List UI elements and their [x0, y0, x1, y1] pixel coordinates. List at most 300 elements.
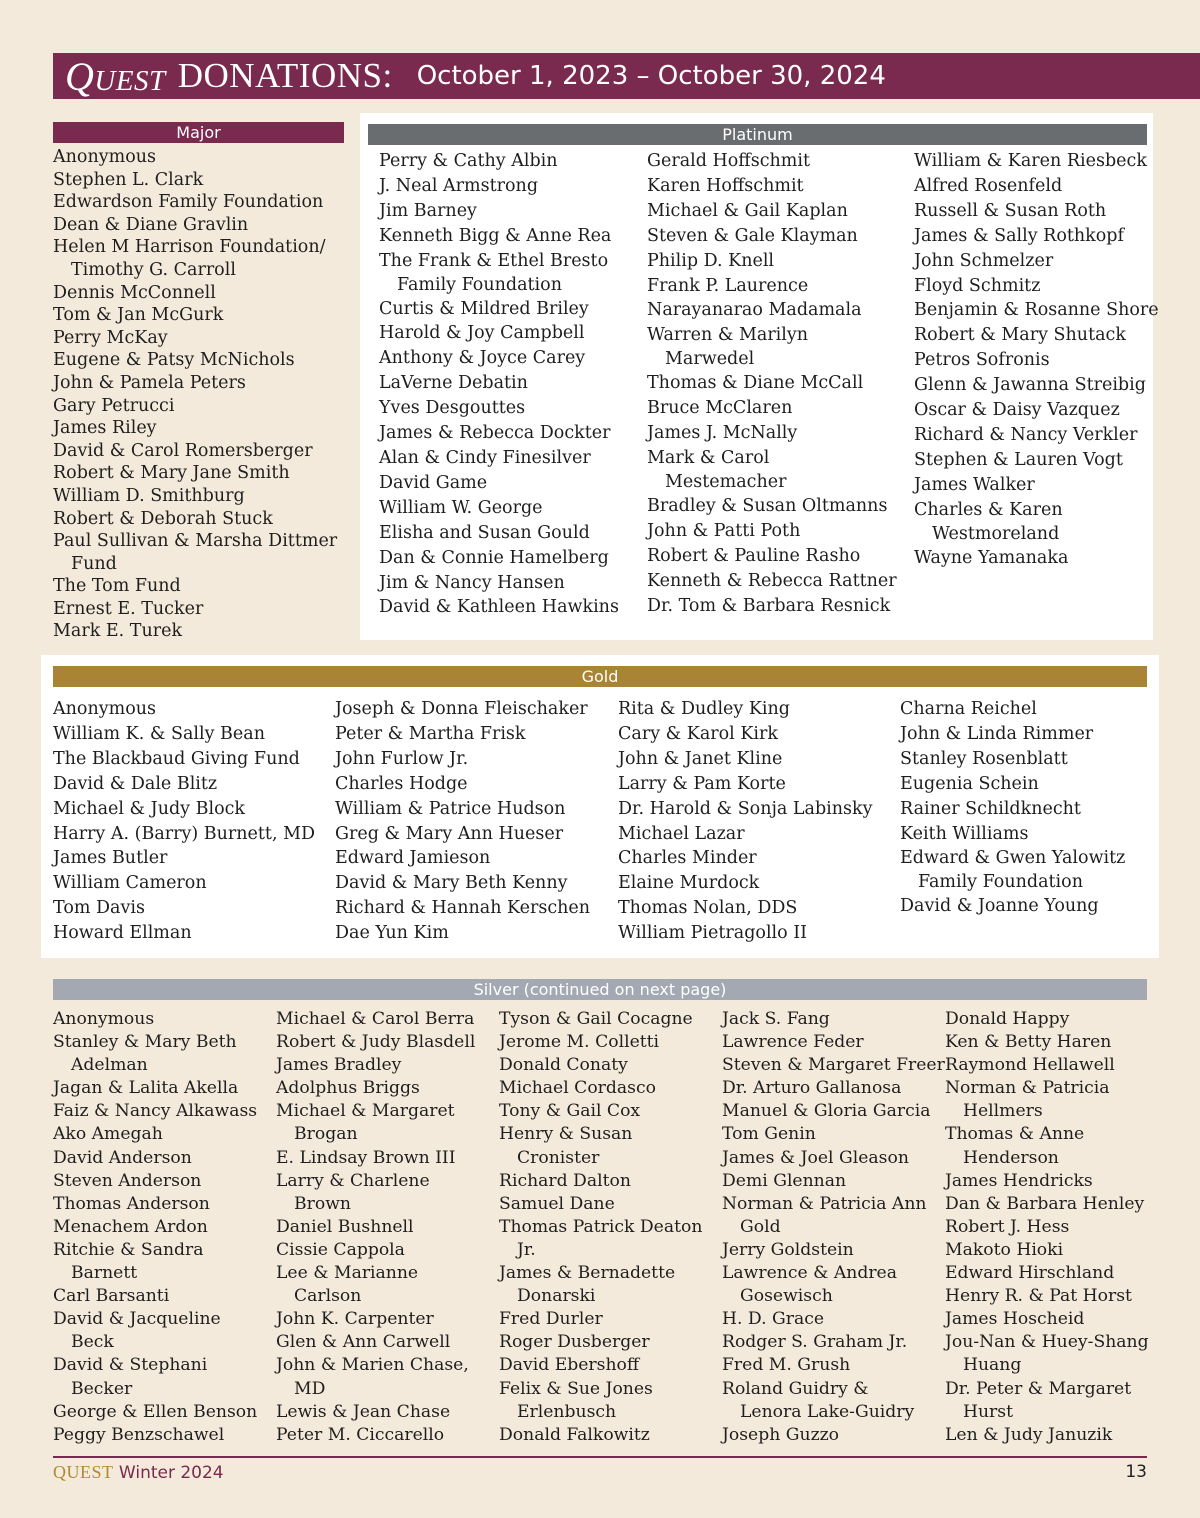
donor-entry — [53, 1239, 257, 1285]
donor-name: Richard Dalton — [499, 1170, 631, 1191]
donor-name: Michael & Judy Block — [53, 798, 246, 819]
donor-name: Curtis & Mildred Briley — [379, 298, 589, 319]
donor-entry — [379, 446, 619, 471]
donor-name: Norman & Patricia Ann — [722, 1193, 927, 1214]
donor-entry — [53, 921, 315, 946]
donor-name: Henry & Susan — [499, 1124, 633, 1145]
donor-entry — [647, 224, 897, 249]
donor-name: Stanley Rosenblatt — [900, 748, 1068, 769]
donor-name: David & Mary Beth Kenny — [335, 873, 568, 894]
donor-entry — [647, 396, 897, 421]
donor-name-continued: Carlson — [294, 1286, 362, 1307]
donor-entry — [900, 747, 1125, 772]
donor-name: James Riley — [53, 418, 157, 439]
donor-entry — [53, 797, 315, 822]
donor-entry — [276, 1262, 475, 1308]
donor-name: Dr. Peter & Margaret — [945, 1378, 1132, 1399]
donor-name: Carl Barsanti — [53, 1286, 170, 1307]
gold-list-col-3 — [618, 697, 873, 946]
donor-name: Thomas Patrick Deaton — [499, 1216, 703, 1237]
donor-entry — [53, 1354, 257, 1400]
donor-name: Raymond Hellawell — [945, 1055, 1115, 1076]
donor-name: Jagan & Lalita Akella — [53, 1078, 239, 1099]
silver-list-col-2 — [276, 1008, 475, 1447]
donor-name: Kenneth & Rebecca Rattner — [647, 570, 897, 591]
donor-name: Manuel & Gloria Garcia — [722, 1101, 931, 1122]
silver-list-col-3 — [499, 1008, 702, 1447]
donor-entry — [335, 846, 590, 871]
donor-entry — [647, 421, 897, 446]
donor-entry — [276, 1401, 475, 1424]
donor-name: Tom & Jan McGurk — [53, 305, 224, 326]
donor-entry — [900, 797, 1125, 822]
donor-name-continued: Jr. — [517, 1239, 536, 1260]
donor-name: Menachem Ardon — [53, 1216, 208, 1237]
platinum-list-col-1 — [379, 149, 619, 620]
donor-name-continued: Mestemacher — [665, 471, 787, 492]
donor-name: William D. Smithburg — [53, 485, 245, 506]
donor-name-continued: Barnett — [71, 1263, 138, 1284]
donor-name: J. Neal Armstrong — [379, 175, 539, 196]
donor-entry — [53, 282, 337, 305]
donor-entry — [914, 298, 1159, 323]
donor-name: James & Bernadette — [499, 1263, 676, 1284]
donor-name: David Ebershoff — [499, 1355, 640, 1376]
donor-entry — [647, 594, 897, 619]
donor-entry — [914, 249, 1159, 274]
donor-entry — [722, 1424, 945, 1447]
gold-list-col-2 — [335, 697, 590, 946]
donor-name: Philip D. Knell — [647, 250, 775, 271]
donor-name: Ernest E. Tucker — [53, 598, 204, 619]
donor-entry — [379, 471, 619, 496]
donor-name: Charles Hodge — [335, 773, 468, 794]
donor-name-continued: Gold — [740, 1216, 781, 1237]
donor-name-continued: Marwedel — [665, 349, 755, 370]
donor-entry — [53, 1123, 257, 1146]
donor-entry — [900, 822, 1125, 847]
platinum-header: Platinum — [368, 124, 1147, 145]
donor-name: Glen & Ann Carwell — [276, 1332, 451, 1353]
donor-name: Edward & Gwen Yalowitz — [900, 848, 1126, 869]
donor-entry — [53, 417, 337, 440]
donor-entry — [647, 174, 897, 199]
donor-name: Roland Guidry & — [722, 1378, 869, 1399]
gold-list-col-1 — [53, 697, 315, 946]
donor-name: The Blackbaud Giving Fund — [53, 748, 300, 769]
donor-entry — [499, 1123, 702, 1169]
donor-entry — [276, 1147, 475, 1170]
donor-name: Jou-Nan & Huey-Shang — [945, 1332, 1149, 1353]
donor-entry — [945, 1216, 1149, 1239]
donor-name: Ritchie & Sandra — [53, 1239, 204, 1260]
donor-name-continued: Family Foundation — [397, 274, 562, 295]
donor-name: Robert & Pauline Rasho — [647, 545, 861, 566]
donor-name: Frank P. Laurence — [647, 275, 809, 296]
donor-name: David & Carol Romersberger — [53, 440, 313, 461]
donor-name: Yves Desgouttes — [379, 398, 526, 419]
donor-entry — [618, 747, 873, 772]
donor-entry — [647, 519, 897, 544]
donor-name: Daniel Bushnell — [276, 1216, 414, 1237]
donor-name: Rita & Dudley King — [618, 699, 790, 719]
donor-entry — [53, 462, 337, 485]
donor-name: Robert J. Hess — [945, 1216, 1070, 1237]
donor-entry — [53, 1193, 257, 1216]
donor-name: Faiz & Nancy Alkawass — [53, 1101, 258, 1122]
donor-entry — [722, 1354, 945, 1377]
donor-name: Lewis & Jean Chase — [276, 1401, 451, 1422]
donor-name: Richard & Hannah Kerschen — [335, 898, 591, 919]
donor-entry — [53, 846, 315, 871]
donor-name: Russell & Susan Roth — [914, 200, 1107, 221]
donor-name: Edwardson Family Foundation — [53, 192, 324, 213]
donor-entry — [914, 149, 1159, 174]
donor-name: Steven & Gale Klayman — [647, 225, 858, 246]
donor-name: Joseph Guzzo — [722, 1424, 840, 1445]
donor-entry — [914, 373, 1159, 398]
donor-entry — [914, 473, 1159, 498]
donor-entry — [53, 697, 315, 722]
donor-entry — [722, 1308, 945, 1331]
donor-entry — [53, 327, 337, 350]
donor-name-continued: Hurst — [963, 1401, 1014, 1422]
donor-name: Dennis McConnell — [53, 282, 216, 303]
donor-entry — [618, 722, 873, 747]
donor-name: The Tom Fund — [53, 576, 181, 597]
donor-name: Eugenia Schein — [900, 773, 1039, 794]
donor-name: Lawrence & Andrea — [722, 1263, 897, 1284]
major-header: Major — [53, 122, 344, 143]
donor-entry — [722, 1100, 945, 1123]
donor-entry — [914, 224, 1159, 249]
donor-name: Michael & Carol Berra — [276, 1009, 475, 1029]
donor-entry — [53, 620, 337, 643]
donor-name: Gerald Hoffschmit — [647, 151, 811, 171]
donor-entry — [945, 1054, 1149, 1077]
footer-quest: QUEST — [53, 1462, 114, 1482]
donor-name: Robert & Deborah Stuck — [53, 508, 273, 529]
donor-name: The Frank & Ethel Bresto — [379, 250, 609, 271]
donor-name: Anonymous — [53, 1009, 155, 1029]
donor-name: Lawrence Feder — [722, 1032, 864, 1053]
donor-entry — [499, 1193, 702, 1216]
donor-name: Roger Dusberger — [499, 1332, 650, 1353]
donor-name: Peter M. Ciccarello — [276, 1424, 445, 1445]
silver-header: Silver (continued on next page) — [53, 979, 1147, 1000]
donor-name: John Furlow Jr. — [335, 748, 469, 769]
donor-entry — [618, 871, 873, 896]
donor-entry — [379, 199, 619, 224]
donor-entry — [722, 1123, 945, 1146]
donor-name: Charna Reichel — [900, 699, 1037, 719]
donor-name: Jack S. Fang — [722, 1009, 830, 1029]
donor-entry — [722, 1170, 945, 1193]
donor-name-continued: Lenora Lake-Guidry — [740, 1401, 915, 1422]
donor-entry — [276, 1331, 475, 1354]
donor-name-continued: Beck — [71, 1332, 114, 1353]
donor-name: James & Sally Rothkopf — [914, 225, 1124, 246]
donor-name-continued: Henderson — [963, 1147, 1059, 1168]
donor-entry — [945, 1285, 1149, 1308]
donor-entry — [647, 199, 897, 224]
donor-entry — [276, 1170, 475, 1216]
donor-name: Anonymous — [53, 699, 156, 719]
donor-name: Norman & Patricia — [945, 1078, 1110, 1099]
donor-entry — [647, 544, 897, 569]
donor-name: Bruce McClaren — [647, 398, 793, 419]
donor-name: John Schmelzer — [914, 250, 1054, 271]
donor-name-continued: Brown — [294, 1193, 351, 1214]
donor-entry — [276, 1054, 475, 1077]
donor-name: Elisha and Susan Gould — [379, 522, 590, 543]
donor-name: Rainer Schildknecht — [900, 798, 1081, 819]
donor-name: Peggy Benzschawel — [53, 1424, 225, 1445]
donor-name: David & Stephani — [53, 1355, 208, 1376]
donor-entry — [53, 349, 337, 372]
donor-name: John & Patti Poth — [647, 520, 801, 541]
donor-name: Ako Amegah — [53, 1124, 163, 1145]
donor-name: Makoto Hioki — [945, 1239, 1064, 1260]
donor-name: Michael Lazar — [618, 823, 745, 844]
donor-entry — [53, 1424, 257, 1447]
donor-name: John & Pamela Peters — [53, 372, 246, 393]
donor-name: Michael & Gail Kaplan — [647, 200, 848, 221]
donor-entry — [379, 546, 619, 571]
donor-name: William W. George — [379, 497, 543, 518]
donor-name: David & Dale Blitz — [53, 773, 218, 794]
donor-name: William Pietragollo II — [618, 923, 808, 944]
donor-name: Tom Davis — [53, 898, 145, 919]
donor-name: James Hoscheid — [945, 1309, 1085, 1330]
footer-issue — [53, 1462, 224, 1483]
donor-entry — [335, 697, 590, 722]
donor-entry — [499, 1100, 702, 1123]
donor-name: Donald Falkowitz — [499, 1424, 650, 1445]
donor-entry — [647, 371, 897, 396]
donor-entry — [276, 1216, 475, 1239]
donor-entry — [379, 149, 619, 174]
donor-name: Dean & Diane Gravlin — [53, 214, 249, 235]
donor-name: Kenneth Bigg & Anne Rea — [379, 225, 612, 246]
donor-name: Paul Sullivan & Marsha Dittmer — [53, 531, 338, 552]
donor-entry — [647, 274, 897, 299]
donor-name: Stephen & Lauren Vogt — [914, 449, 1123, 470]
donor-name: Tyson & Gail Cocagne — [499, 1009, 693, 1029]
donor-entry — [499, 1262, 702, 1308]
donor-entry — [335, 772, 590, 797]
donor-name: Michael Cordasco — [499, 1078, 656, 1099]
donor-entry — [618, 846, 873, 871]
donor-name: Dan & Connie Hamelberg — [379, 547, 609, 568]
silver-list-col-1 — [53, 1008, 257, 1447]
donor-entry — [618, 822, 873, 847]
donor-name: Thomas & Anne — [945, 1124, 1085, 1145]
donor-entry — [945, 1331, 1149, 1377]
donor-entry — [914, 423, 1159, 448]
donor-entry — [335, 822, 590, 847]
donor-entry — [379, 421, 619, 446]
donor-entry — [276, 1308, 475, 1331]
donor-name: Harold & Joy Campbell — [379, 323, 585, 344]
donor-entry — [276, 1239, 475, 1262]
donor-entry — [53, 1147, 257, 1170]
donor-entry — [647, 249, 897, 274]
donor-name: David & Joanne Young — [900, 896, 1099, 917]
donor-entry — [499, 1008, 702, 1031]
donor-entry — [53, 871, 315, 896]
donor-entry — [53, 598, 337, 621]
donor-entry — [914, 348, 1159, 373]
donor-name: Alfred Rosenfeld — [914, 175, 1063, 196]
donor-name-continued: Erlenbusch — [517, 1401, 617, 1422]
donor-entry — [945, 1123, 1149, 1169]
donor-entry — [335, 797, 590, 822]
donor-entry — [53, 722, 315, 747]
donor-entry — [914, 323, 1159, 348]
donor-entry — [379, 174, 619, 199]
page-number: 13 — [1125, 1462, 1147, 1482]
donor-name: Stephen L. Clark — [53, 169, 204, 190]
donor-name: John & Janet Kline — [618, 748, 783, 769]
donor-name: John K. Carpenter — [276, 1309, 434, 1330]
donor-name: Helen M Harrison Foundation/ — [53, 237, 326, 258]
donor-entry — [499, 1354, 702, 1377]
donor-entry — [945, 1424, 1149, 1447]
donor-entry — [499, 1077, 702, 1100]
donor-name: Peter & Martha Frisk — [335, 723, 526, 744]
donor-entry — [499, 1054, 702, 1077]
donor-name: Perry McKay — [53, 327, 168, 348]
donor-name: Keith Williams — [900, 823, 1029, 844]
donor-name: Donald Happy — [945, 1009, 1070, 1029]
donor-name: Mark & Carol — [647, 447, 770, 468]
donor-entry — [53, 822, 315, 847]
footer-issue-label: Winter 2024 — [118, 1463, 224, 1483]
donor-entry — [900, 697, 1125, 722]
donor-entry — [379, 595, 619, 620]
donor-name: Tom Genin — [722, 1124, 816, 1145]
donor-name: Lee & Marianne — [276, 1263, 419, 1284]
donor-entry — [276, 1354, 475, 1400]
donor-entry — [722, 1054, 945, 1077]
donor-entry — [379, 371, 619, 396]
donor-entry — [276, 1031, 475, 1054]
donor-name: Dr. Harold & Sonja Labinsky — [618, 798, 873, 819]
donor-entry — [647, 323, 897, 371]
donor-entry — [53, 1031, 257, 1077]
donor-entry — [53, 214, 337, 237]
donor-name: Floyd Schmitz — [914, 275, 1041, 296]
donor-entry — [53, 508, 337, 531]
donor-name: Steven Anderson — [53, 1170, 202, 1191]
donor-name: Joseph & Donna Fleischaker — [335, 699, 588, 719]
donor-entry — [379, 496, 619, 521]
donor-name: David Game — [379, 472, 488, 493]
donor-entry — [647, 494, 897, 519]
donor-entry — [53, 1308, 257, 1354]
donor-name: Alan & Cindy Finesilver — [379, 447, 591, 468]
donor-name: James J. McNally — [647, 423, 798, 444]
donor-entry — [276, 1100, 475, 1146]
donor-name-continued: Becker — [71, 1378, 133, 1399]
donor-name-continued: Brogan — [294, 1124, 358, 1145]
donor-name-continued: Donarski — [517, 1286, 596, 1307]
donor-name-continued: MD — [294, 1378, 326, 1399]
major-list — [53, 146, 337, 643]
donor-entry — [618, 797, 873, 822]
donor-entry — [945, 1170, 1149, 1193]
donor-name: Cissie Cappola — [276, 1239, 405, 1260]
donor-entry — [53, 1008, 257, 1031]
donor-entry — [53, 1170, 257, 1193]
donor-name: Robert & Mary Jane Smith — [53, 463, 290, 484]
title-dates: October 1, 2023 – October 30, 2024 — [416, 61, 886, 91]
donor-entry — [722, 1147, 945, 1170]
donor-name: Thomas Anderson — [53, 1193, 210, 1214]
donor-entry — [945, 1193, 1149, 1216]
gold-header: Gold — [53, 666, 1147, 687]
donor-name: Petros Sofronis — [914, 350, 1050, 371]
donor-name: H. D. Grace — [722, 1309, 824, 1330]
donor-name: Greg & Mary Ann Hueser — [335, 823, 564, 844]
donor-entry — [499, 1424, 702, 1447]
donor-name: Steven & Margaret Freer — [722, 1055, 945, 1076]
donor-name: William K. & Sally Bean — [53, 723, 265, 744]
donor-name: Demi Glennan — [722, 1170, 847, 1191]
donor-entry — [900, 772, 1125, 797]
donor-entry — [722, 1193, 945, 1239]
donor-entry — [618, 896, 873, 921]
donor-entry — [335, 722, 590, 747]
donor-name: George & Ellen Benson — [53, 1401, 258, 1422]
donor-name: David & Kathleen Hawkins — [379, 597, 619, 618]
donor-name-continued: Hellmers — [963, 1101, 1043, 1122]
donor-entry — [945, 1008, 1149, 1031]
donor-name: Dr. Arturo Gallanosa — [722, 1078, 902, 1099]
donor-entry — [53, 747, 315, 772]
donor-entry — [499, 1308, 702, 1331]
donor-entry — [914, 398, 1159, 423]
title-bar — [53, 53, 1200, 99]
donor-entry — [276, 1077, 475, 1100]
donor-entry — [379, 297, 619, 322]
donor-entry — [53, 236, 337, 281]
donor-entry — [53, 146, 337, 169]
donor-name: Charles Minder — [618, 848, 757, 869]
donor-entry — [335, 747, 590, 772]
donor-entry — [945, 1077, 1149, 1123]
donor-name: Donald Conaty — [499, 1055, 628, 1076]
donor-name: Howard Ellman — [53, 923, 192, 944]
donor-entry — [647, 149, 897, 174]
donor-name: James Hendricks — [945, 1170, 1093, 1191]
donor-entry — [722, 1378, 945, 1424]
donor-entry — [276, 1424, 475, 1447]
donor-name: Samuel Dane — [499, 1193, 615, 1214]
donor-entry — [722, 1239, 945, 1262]
donor-name: Elaine Murdock — [618, 873, 760, 894]
donor-name-continued: Westmoreland — [932, 523, 1060, 544]
donor-entry — [647, 446, 897, 494]
donor-name: James Butler — [53, 848, 168, 869]
donor-name: David & Jacqueline — [53, 1309, 221, 1330]
donor-entry — [914, 274, 1159, 299]
donor-entry — [53, 530, 337, 575]
donor-entry — [914, 448, 1159, 473]
donor-entry — [945, 1308, 1149, 1331]
donor-name: LaVerne Debatin — [379, 373, 528, 394]
